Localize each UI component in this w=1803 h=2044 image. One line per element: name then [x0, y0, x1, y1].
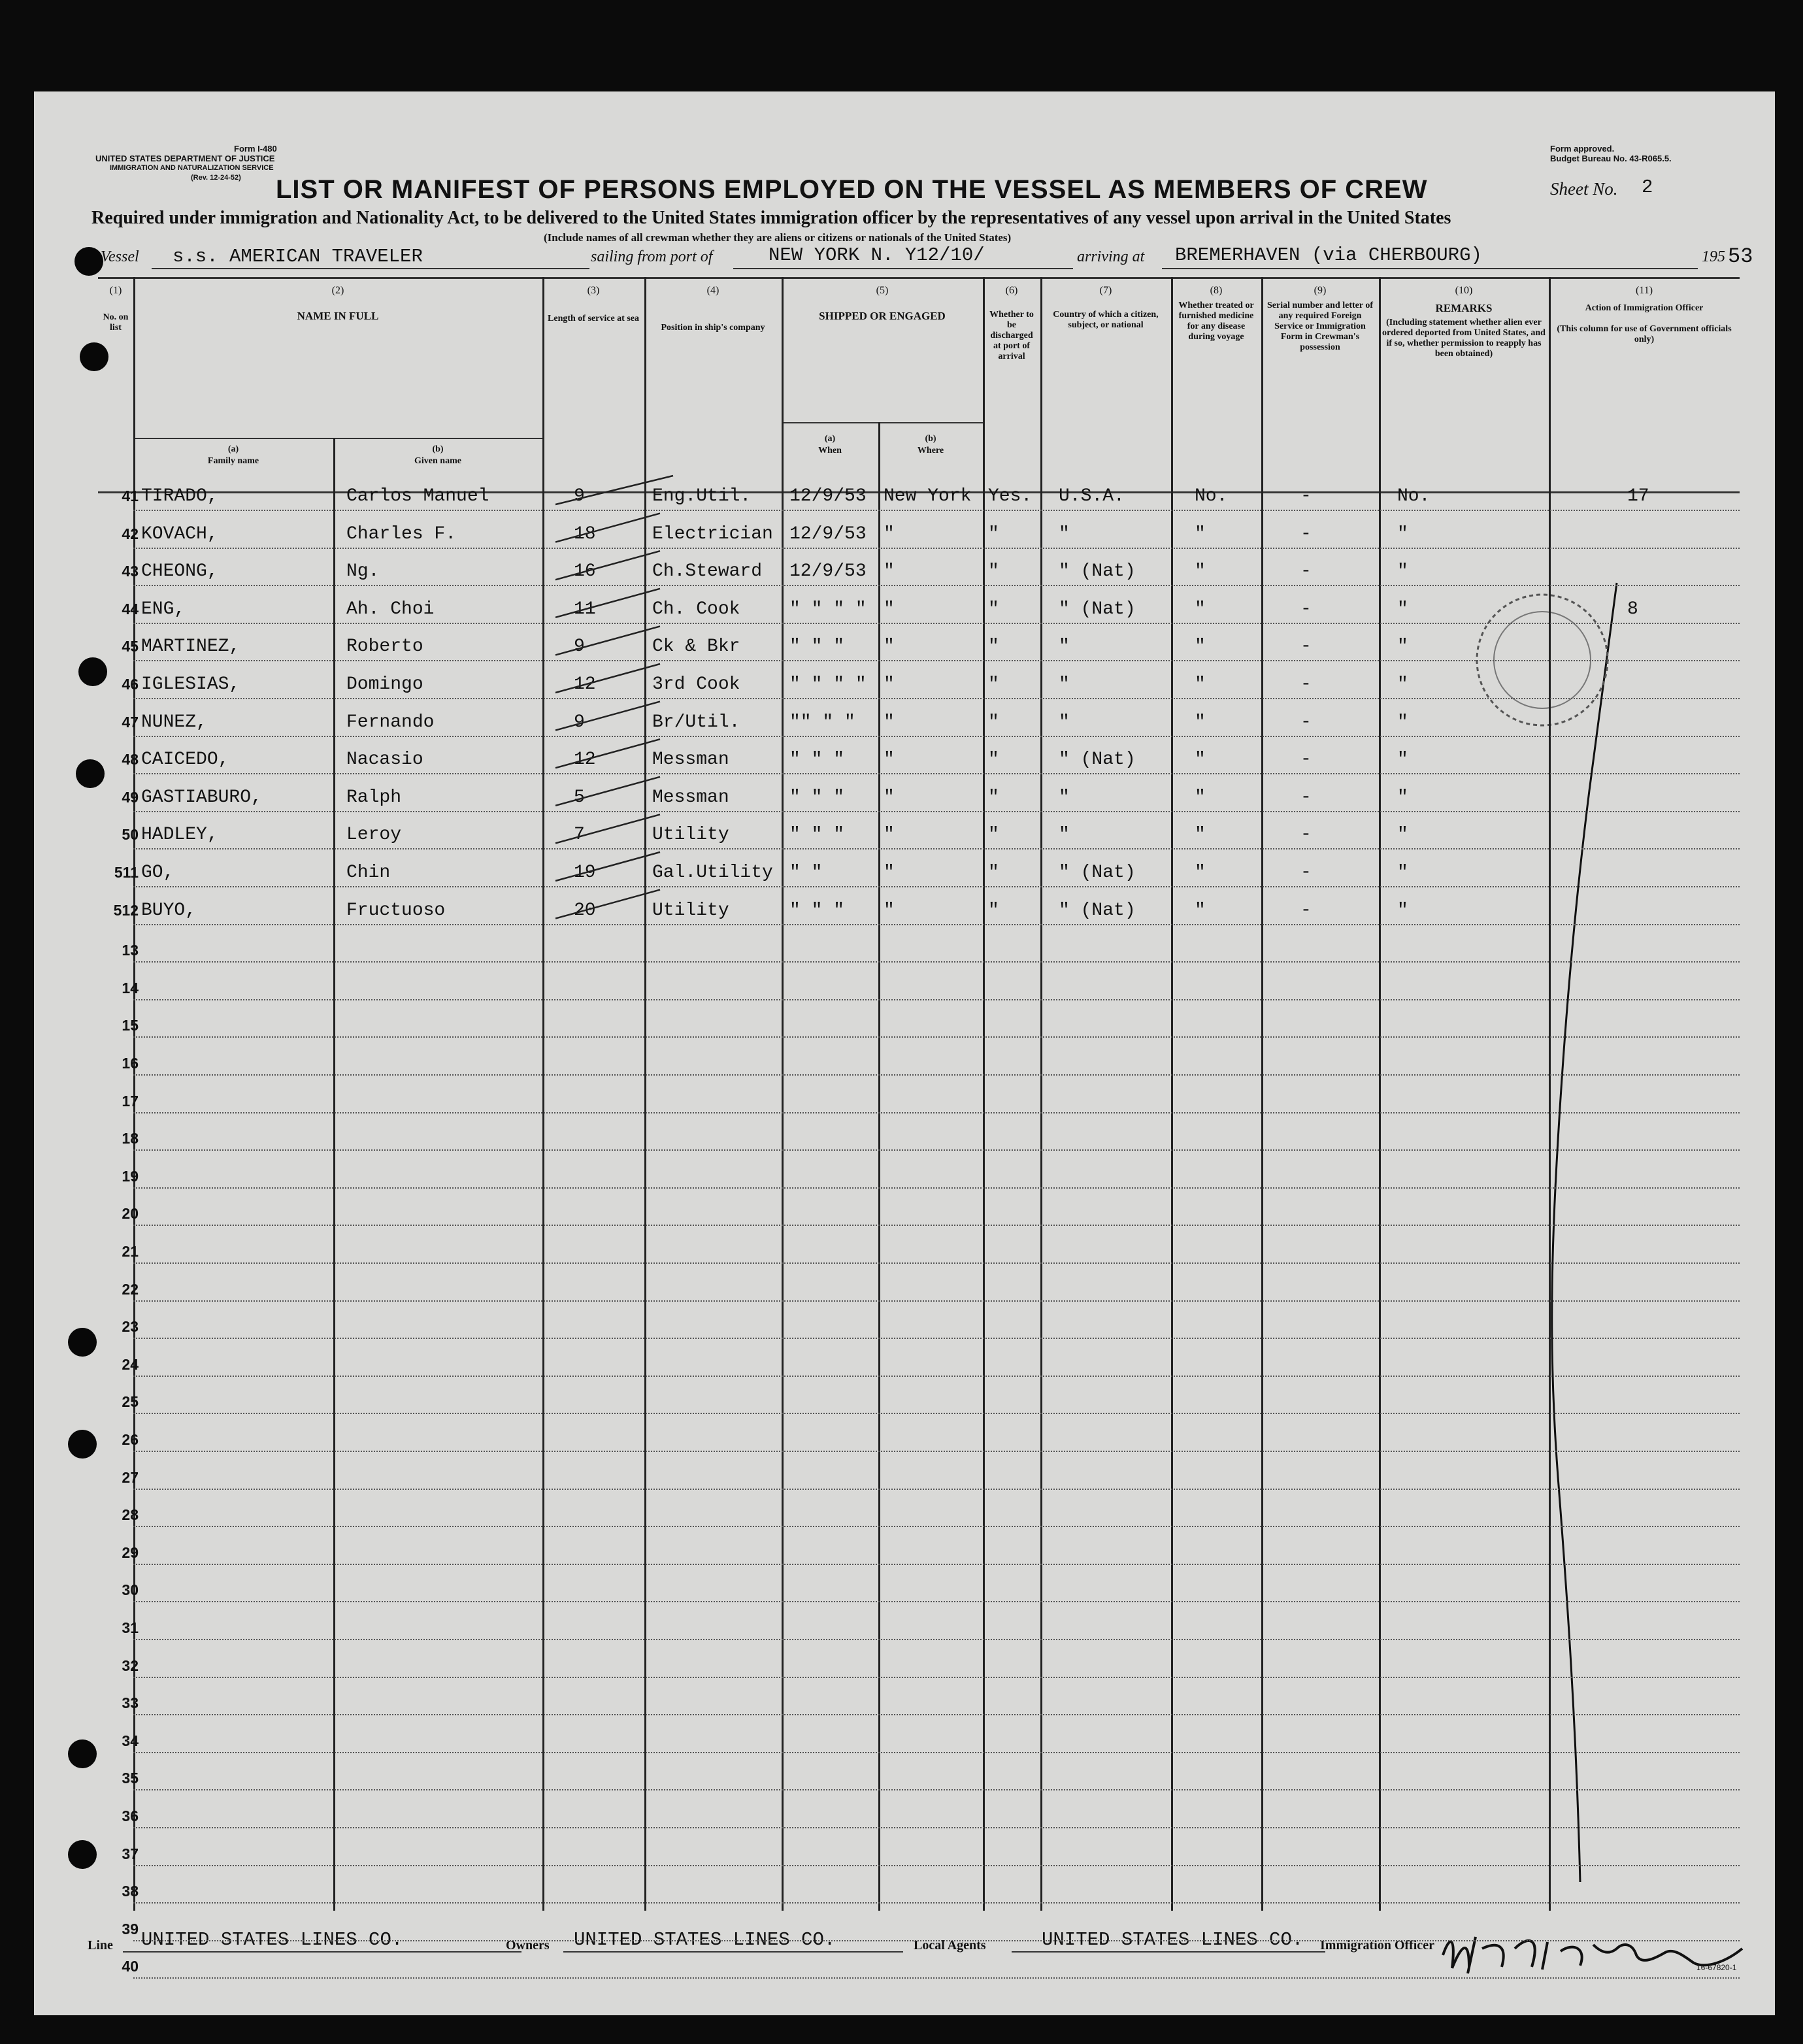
- agency-line: UNITED STATES DEPARTMENT OF JUSTICE: [95, 154, 275, 163]
- row-cell-family: MARTINEZ,: [141, 636, 240, 657]
- row-cell-where: ": [884, 674, 895, 695]
- empty-row-number: 27: [122, 1469, 139, 1486]
- column-number: (9): [1314, 285, 1327, 296]
- col-header-country: Country of which a citizen, subject, or national: [1053, 310, 1159, 330]
- row-cell-when: 12/9/53: [789, 561, 867, 582]
- row-number: 44: [122, 601, 139, 618]
- arriving-label: arriving at: [1077, 248, 1145, 265]
- row-cell-action: 17: [1627, 486, 1649, 506]
- row-cell-where: ": [884, 750, 895, 770]
- row-cell-remarks: ": [1397, 787, 1408, 808]
- row-rule: [133, 848, 1740, 849]
- column-number: (10): [1455, 285, 1473, 296]
- column-number: (3): [587, 285, 600, 296]
- row-cell-given: Domingo: [346, 674, 423, 695]
- row-cell-serial: -: [1300, 787, 1312, 808]
- row-cell-where: ": [884, 636, 895, 657]
- officer-label: Immigration Officer: [1320, 1938, 1434, 1953]
- column-number: (5): [876, 285, 889, 296]
- empty-row-number: 29: [122, 1544, 139, 1561]
- column-number: (6): [1005, 285, 1018, 296]
- row-number: 43: [122, 563, 139, 580]
- row-rule: [133, 1112, 1740, 1113]
- row-cell-family: CAICEDO,: [141, 750, 229, 770]
- row-rule: [133, 1677, 1740, 1678]
- row-cell-discharged: ": [988, 712, 999, 733]
- agents-value: UNITED STATES LINES CO.: [1042, 1929, 1304, 1951]
- column-number: (4): [706, 285, 720, 296]
- row-cell-given: Ralph: [346, 787, 402, 808]
- column-rule: [983, 277, 985, 1911]
- row-rule: [133, 1149, 1740, 1151]
- row-cell-country: ": [1059, 787, 1070, 808]
- sheet-number-value: 2: [1642, 176, 1653, 198]
- row-cell-discharged: ": [988, 599, 999, 619]
- form-subtitle: Required under immigration and Nationality Act, to be delivered to the United States immigration officer by the representatives of any vessel upon arrival in the United States: [91, 208, 1451, 228]
- col-header-action: Action of Immigration Officer: [1585, 303, 1704, 313]
- row-cell-where: ": [884, 900, 895, 921]
- row-cell-where: ": [884, 787, 895, 808]
- row-cell-when: 12/9/53: [789, 486, 867, 506]
- line-label: Line: [88, 1938, 113, 1953]
- row-cell-family: KOVACH,: [141, 524, 218, 544]
- row-cell-discharged: ": [988, 787, 999, 808]
- agency-line: (Rev. 12-24-52): [191, 174, 241, 182]
- row-number: 46: [122, 676, 139, 693]
- row-cell-family: ENG,: [141, 599, 186, 619]
- manifest-sheet: [34, 91, 1775, 2015]
- row-cell-action: 8: [1627, 599, 1638, 619]
- row-number: 48: [122, 751, 139, 768]
- column-number: (2): [331, 285, 344, 296]
- row-cell-when: " ": [789, 863, 823, 883]
- row-rule: [133, 1187, 1740, 1189]
- row-cell-serial: -: [1300, 599, 1312, 619]
- col-header-serial: Serial number and letter of any required Foreign Service or Immigration Form in Crewman's possession: [1266, 301, 1374, 352]
- column-rule: [1040, 277, 1042, 1911]
- row-cell-when: " " " ": [789, 674, 867, 695]
- empty-row-number: 26: [122, 1431, 139, 1448]
- row-cell-remarks: ": [1397, 561, 1408, 582]
- row-rule: [133, 999, 1740, 1000]
- row-cell-serial: -: [1300, 900, 1312, 921]
- sailing-value: NEW YORK N. Y12/10/: [769, 244, 985, 266]
- row-cell-country: " (Nat): [1059, 900, 1136, 921]
- row-rule: [133, 1413, 1740, 1414]
- row-cell-remarks: ": [1397, 712, 1408, 733]
- col-header-where-letter: (b): [925, 434, 936, 444]
- row-cell-where: ": [884, 561, 895, 582]
- column-rule: [1549, 277, 1551, 1911]
- empty-row-number: 20: [122, 1205, 139, 1222]
- row-cell-position: Eng.Util.: [652, 486, 752, 506]
- empty-row-number: 25: [122, 1393, 139, 1410]
- pen-stroke: [1459, 575, 1655, 1967]
- row-cell-country: ": [1059, 712, 1070, 733]
- row-rule: [133, 660, 1740, 661]
- year-value: 53: [1728, 244, 1753, 269]
- row-cell-country: ": [1059, 636, 1070, 657]
- punch-hole: [74, 247, 103, 276]
- row-rule: [133, 1714, 1740, 1715]
- row-cell-serial: -: [1300, 750, 1312, 770]
- row-rule: [133, 1074, 1740, 1076]
- row-rule: [133, 698, 1740, 699]
- row-cell-where: ": [884, 599, 895, 619]
- row-cell-treated: ": [1195, 900, 1206, 921]
- empty-row-number: 16: [122, 1055, 139, 1072]
- col-header-given-letter: (b): [432, 444, 444, 454]
- empty-row-number: 40: [122, 1958, 139, 1975]
- row-cell-remarks: ": [1397, 750, 1408, 770]
- row-cell-discharged: ": [988, 636, 999, 657]
- row-cell-given: Ah. Choi: [346, 599, 435, 619]
- row-cell-where: ": [884, 825, 895, 845]
- column-number: (8): [1210, 285, 1223, 296]
- row-cell-where: ": [884, 863, 895, 883]
- agents-label: Local Agents: [914, 1938, 986, 1953]
- empty-row-number: 37: [122, 1845, 139, 1862]
- row-number: 511: [114, 864, 139, 881]
- row-rule: [133, 1601, 1740, 1602]
- row-cell-service: 20: [574, 900, 596, 921]
- row-rule: [133, 1036, 1740, 1038]
- approval-line: Budget Bureau No. 43-R065.5.: [1550, 154, 1672, 163]
- row-cell-position: Gal.Utility: [652, 863, 773, 883]
- row-cell-when: " " ": [789, 900, 845, 921]
- row-cell-discharged: ": [988, 674, 999, 695]
- empty-row-number: 33: [122, 1694, 139, 1711]
- row-cell-country: ": [1059, 674, 1070, 695]
- row-number: 49: [122, 789, 139, 806]
- col-header-action-note: (This column for use of Government officials only): [1557, 324, 1732, 344]
- column-rule: [782, 277, 784, 1911]
- row-rule: [133, 736, 1740, 737]
- col-header-given: Given name: [414, 456, 461, 466]
- row-cell-treated: ": [1195, 712, 1206, 733]
- col-header-name: NAME IN FULL: [297, 310, 379, 322]
- column-rule: [1379, 277, 1381, 1911]
- row-cell-discharged: ": [988, 825, 999, 845]
- row-cell-service: 12: [574, 674, 596, 695]
- empty-row-number: 30: [122, 1581, 139, 1598]
- empty-row-number: 21: [122, 1243, 139, 1260]
- empty-row-number: 24: [122, 1356, 139, 1373]
- row-cell-given: Fernando: [346, 712, 435, 733]
- vessel-label: Vessel: [101, 248, 139, 265]
- row-cell-serial: -: [1300, 524, 1312, 544]
- row-cell-position: Messman: [652, 750, 729, 770]
- empty-row-number: 19: [122, 1168, 139, 1185]
- row-cell-discharged: ": [988, 900, 999, 921]
- year-prefix: 195: [1702, 248, 1725, 265]
- row-cell-when: 12/9/53: [789, 524, 867, 544]
- row-cell-position: Electrician: [652, 524, 773, 544]
- row-cell-when: " " ": [789, 636, 845, 657]
- empty-row-number: 31: [122, 1619, 139, 1636]
- row-cell-treated: ": [1195, 561, 1206, 582]
- empty-row-number: 28: [122, 1506, 139, 1523]
- row-cell-country: " (Nat): [1059, 750, 1136, 770]
- row-cell-country: " (Nat): [1059, 599, 1136, 619]
- row-cell-country: ": [1059, 825, 1070, 845]
- line-value: UNITED STATES LINES CO.: [141, 1929, 403, 1951]
- row-cell-service: 11: [574, 599, 596, 619]
- row-cell-serial: -: [1300, 674, 1312, 695]
- row-rule: [133, 1902, 1740, 1904]
- row-cell-serial: -: [1300, 825, 1312, 845]
- column-rule: [1171, 277, 1173, 1911]
- row-cell-service: 5: [574, 787, 585, 808]
- row-cell-when: " " ": [789, 787, 845, 808]
- form-number: Form I-480: [234, 144, 277, 154]
- row-rule: [133, 1639, 1740, 1640]
- column-rule: [878, 422, 880, 1911]
- row-cell-remarks: ": [1397, 636, 1408, 657]
- row-rule: [133, 1338, 1740, 1339]
- owners-value: UNITED STATES LINES CO.: [574, 1929, 836, 1951]
- row-cell-family: TIRADO,: [141, 486, 218, 506]
- row-cell-where: New York: [884, 486, 972, 506]
- signature-stamp: [1430, 1929, 1776, 1981]
- row-rule: [133, 1300, 1740, 1302]
- row-rule: [133, 1225, 1740, 1226]
- row-cell-given: Ng.: [346, 561, 380, 582]
- row-cell-treated: ": [1195, 863, 1206, 883]
- row-cell-family: IGLESIAS,: [141, 674, 240, 695]
- row-cell-treated: ": [1195, 825, 1206, 845]
- form-note: (Include names of all crewman whether they are aliens or citizens or nationals of the United States): [544, 231, 1012, 244]
- row-cell-service: 9: [574, 712, 585, 733]
- col-header-remarks-note: (Including statement whether alien ever ordered deported from United States, and if so, whether permission to reapply has been obtained): [1382, 318, 1546, 359]
- col-header-position: Position in ship's company: [661, 323, 765, 333]
- column-number: (11): [1635, 285, 1653, 296]
- col-header-family-letter: (a): [227, 444, 239, 454]
- row-rule: [133, 1564, 1740, 1565]
- col-header-service: Length of service at sea: [548, 314, 639, 323]
- row-cell-country: " (Nat): [1059, 561, 1136, 582]
- row-cell-remarks: ": [1397, 825, 1408, 845]
- row-cell-given: Carlos Manuel: [346, 486, 489, 506]
- empty-row-number: 38: [122, 1883, 139, 1900]
- row-rule: [133, 1489, 1740, 1490]
- row-cell-remarks: ": [1397, 900, 1408, 921]
- col-header-shipped: SHIPPED OR ENGAGED: [819, 310, 946, 322]
- arriving-value: BREMERHAVEN (via CHERBOURG): [1175, 244, 1482, 266]
- empty-row-number: 39: [122, 1920, 139, 1937]
- row-cell-country: U.S.A.: [1059, 486, 1125, 506]
- sailing-label: sailing from port of: [591, 248, 713, 265]
- row-cell-given: Leroy: [346, 825, 402, 845]
- vessel-value: s.s. AMERICAN TRAVELER: [173, 246, 423, 267]
- row-cell-serial: -: [1300, 712, 1312, 733]
- column-number: (1): [109, 285, 122, 296]
- row-cell-serial: -: [1300, 636, 1312, 657]
- row-cell-position: 3rd Cook: [652, 674, 740, 695]
- row-cell-remarks: ": [1397, 674, 1408, 695]
- row-cell-remarks: ": [1397, 524, 1408, 544]
- row-rule: [133, 886, 1740, 887]
- row-cell-discharged: ": [988, 750, 999, 770]
- row-rule: [133, 1752, 1740, 1753]
- row-cell-when: " " ": [789, 750, 845, 770]
- shipped-subheader-rule: [782, 422, 983, 423]
- sheet-number-label: Sheet No.: [1550, 179, 1618, 199]
- row-cell-treated: ": [1195, 599, 1206, 619]
- row-number: 50: [122, 826, 139, 843]
- row-rule: [133, 1827, 1740, 1828]
- row-rule: [133, 548, 1740, 549]
- row-cell-discharged: Yes.: [988, 486, 1033, 506]
- col-header-remarks: REMARKS: [1435, 302, 1493, 314]
- approval-line: Form approved.: [1550, 144, 1615, 154]
- row-cell-position: Utility: [652, 825, 729, 845]
- col-header-where: Where: [917, 446, 944, 455]
- row-cell-position: Ck & Bkr: [652, 636, 740, 657]
- agency-line: IMMIGRATION AND NATURALIZATION SERVICE: [110, 164, 274, 172]
- empty-row-number: 22: [122, 1281, 139, 1298]
- row-rule: [133, 1789, 1740, 1790]
- col-header-discharged: Whether to be discharged at port of arrival: [989, 310, 1034, 361]
- row-cell-discharged: ": [988, 863, 999, 883]
- row-cell-family: NUNEZ,: [141, 712, 207, 733]
- empty-row-number: 18: [122, 1130, 139, 1147]
- row-rule: [133, 811, 1740, 812]
- row-rule: [133, 1262, 1740, 1264]
- service-strikes: [542, 457, 712, 954]
- row-cell-family: HADLEY,: [141, 825, 218, 845]
- row-cell-given: Roberto: [346, 636, 423, 657]
- row-cell-position: Utility: [652, 900, 729, 921]
- table-top-rule: [98, 277, 1740, 279]
- row-cell-where: ": [884, 524, 895, 544]
- row-cell-serial: -: [1300, 561, 1312, 582]
- empty-row-number: 32: [122, 1657, 139, 1674]
- row-cell-treated: ": [1195, 674, 1206, 695]
- row-cell-family: GO,: [141, 863, 174, 883]
- row-rule: [133, 510, 1740, 511]
- col-header-family: Family name: [207, 456, 259, 466]
- row-rule: [133, 773, 1740, 774]
- row-cell-serial: -: [1300, 486, 1312, 506]
- row-rule: [133, 1376, 1740, 1377]
- empty-row-number: 23: [122, 1318, 139, 1335]
- row-cell-given: Nacasio: [346, 750, 423, 770]
- row-rule: [133, 1526, 1740, 1527]
- row-cell-treated: ": [1195, 787, 1206, 808]
- row-number: 512: [113, 902, 139, 919]
- row-rule: [133, 623, 1740, 624]
- row-number: 42: [122, 525, 139, 542]
- column-rule: [333, 438, 335, 1911]
- col-header-when-letter: (a): [824, 434, 836, 444]
- row-rule: [133, 1451, 1740, 1452]
- row-cell-service: 7: [574, 825, 585, 845]
- col-header-when: When: [818, 446, 842, 455]
- row-cell-discharged: ": [988, 561, 999, 582]
- empty-row-number: 13: [122, 942, 139, 959]
- row-cell-country: ": [1059, 524, 1070, 544]
- punch-hole: [80, 342, 108, 371]
- row-cell-country: " (Nat): [1059, 863, 1136, 883]
- row-cell-remarks: No.: [1397, 486, 1431, 506]
- col-header-treated: Whether treated or furnished medicine for any disease during voyage: [1178, 301, 1254, 342]
- row-cell-family: GASTIABURO,: [141, 787, 262, 808]
- row-rule: [133, 1977, 1740, 1979]
- row-cell-service: 9: [574, 486, 585, 506]
- row-cell-where: ": [884, 712, 895, 733]
- column-number: (7): [1099, 285, 1112, 296]
- row-rule: [133, 1865, 1740, 1866]
- row-cell-serial: -: [1300, 863, 1312, 883]
- page-title: LIST OR MANIFEST OF PERSONS EMPLOYED ON THE VESSEL AS MEMBERS OF CREW: [276, 175, 1428, 204]
- empty-row-number: 14: [122, 980, 139, 997]
- row-number: 47: [122, 714, 139, 731]
- row-cell-service: 16: [574, 561, 596, 582]
- row-number: 45: [122, 638, 139, 655]
- row-cell-service: 9: [574, 636, 585, 657]
- row-cell-family: CHEONG,: [141, 561, 218, 582]
- row-cell-remarks: ": [1397, 863, 1408, 883]
- row-cell-position: Br/Util.: [652, 712, 740, 733]
- row-cell-position: Ch. Cook: [652, 599, 740, 619]
- row-cell-given: Chin: [346, 863, 391, 883]
- row-cell-service: 12: [574, 750, 596, 770]
- empty-row-number: 36: [122, 1807, 139, 1824]
- row-cell-remarks: ": [1397, 599, 1408, 619]
- row-cell-position: Messman: [652, 787, 729, 808]
- empty-row-number: 35: [122, 1770, 139, 1787]
- row-rule: [133, 1940, 1740, 1941]
- row-cell-when: "" " ": [789, 712, 855, 733]
- row-cell-when: " " " ": [789, 599, 867, 619]
- owners-label: Owners: [506, 1938, 550, 1953]
- row-cell-treated: No.: [1195, 486, 1228, 506]
- row-cell-treated: ": [1195, 750, 1206, 770]
- row-rule: [133, 585, 1740, 586]
- row-cell-given: Charles F.: [346, 524, 457, 544]
- row-cell-position: Ch.Steward: [652, 561, 763, 582]
- row-rule: [133, 924, 1740, 925]
- row-cell-treated: ": [1195, 636, 1206, 657]
- row-cell-service: 18: [574, 524, 596, 544]
- column-rule: [1261, 277, 1263, 1911]
- row-cell-given: Fructuoso: [346, 900, 446, 921]
- name-subheader-rule: [133, 438, 542, 439]
- empty-row-number: 34: [122, 1732, 139, 1749]
- row-cell-when: " " ": [789, 825, 845, 845]
- row-cell-discharged: ": [988, 524, 999, 544]
- row-cell-treated: ": [1195, 524, 1206, 544]
- row-number: 41: [122, 487, 139, 504]
- print-code: 16-67820-1: [1696, 1963, 1737, 1972]
- empty-row-number: 15: [122, 1017, 139, 1034]
- row-cell-family: BUYO,: [141, 900, 197, 921]
- col-header-number: No. on list: [103, 312, 129, 333]
- empty-row-number: 17: [122, 1093, 139, 1110]
- row-cell-service: 19: [574, 863, 596, 883]
- row-rule: [133, 961, 1740, 963]
